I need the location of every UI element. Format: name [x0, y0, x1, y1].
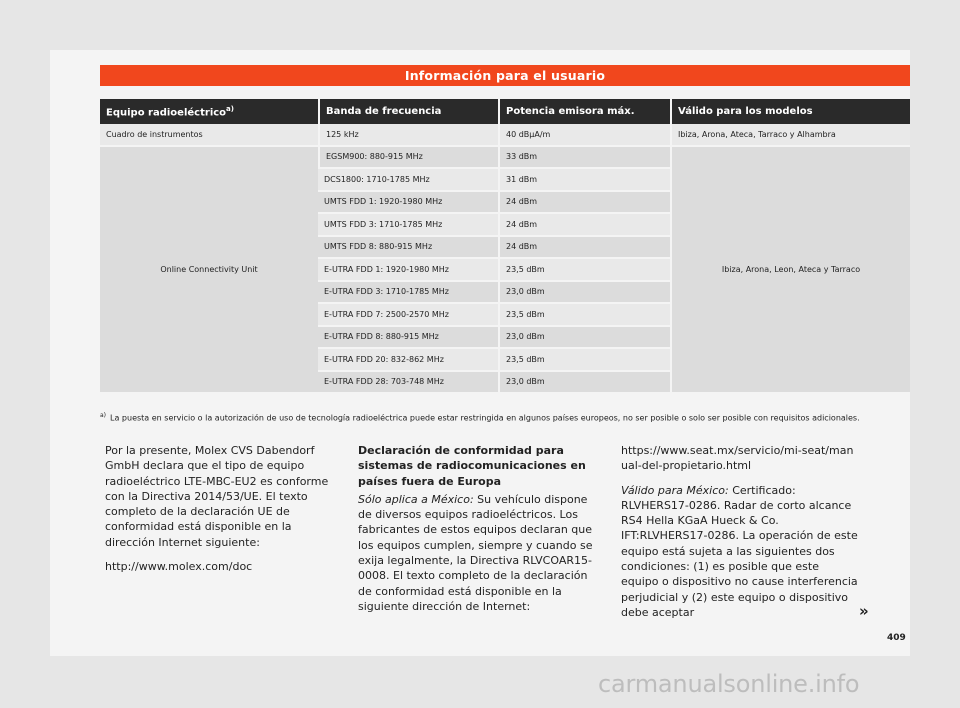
- cell-power: 33 dBm: [498, 147, 670, 170]
- cell-power: 23,5 dBm: [498, 349, 670, 372]
- text-column-3: [621, 443, 859, 629]
- cell-power: 24 dBm: [498, 237, 670, 260]
- section-banner: Información para el usuario: [100, 65, 910, 86]
- lead-text: Válido para México:: [621, 483, 729, 497]
- paragraph: Válido para México: Certificado: RLVHERS17-0286. Radar de corto alcance RS4 Hella KGaA Hueck & Co. IFT:RLVHERS17-0286. La operación de este equipo está sujeta a las siguientes dos condiciones: (1) es posible que este equipo o dispositivo no cause interferencia perjudicial y (2) este equipo o dispositivo debe aceptar: [621, 483, 858, 619]
- molex-url: http://www.molex.com/doc: [105, 560, 253, 574]
- page-number: 409: [887, 633, 906, 643]
- cell-band: E-UTRA FDD 8: 880-915 MHz: [318, 327, 498, 350]
- table-row: [100, 147, 910, 170]
- cell-power: 23,0 dBm: [498, 282, 670, 305]
- cell-power: 23,0 dBm: [498, 372, 670, 395]
- cell-power: 23,0 dBm: [498, 327, 670, 350]
- continue-mark: »: [859, 602, 869, 620]
- cell-power: 40 dBµA/m: [498, 124, 670, 147]
- cell-models-merged: Ibiza, Arona, Leon, Ateca y Tarraco: [670, 147, 910, 395]
- watermark: carmanualsonline.info: [598, 670, 860, 698]
- cell-device: Cuadro de instrumentos: [100, 124, 318, 147]
- text-column-1: [105, 443, 343, 583]
- cell-band: E-UTRA FDD 1: 1920-1980 MHz: [318, 259, 498, 282]
- cell-band: E-UTRA FDD 28: 703-748 MHz: [318, 372, 498, 395]
- cell-band: EGSM900: 880-915 MHz: [318, 147, 498, 170]
- section-heading: Declaración de conformidad para sistemas de radiocomunicaciones en países fuera de Europa: [358, 444, 586, 488]
- table-header-row: [100, 99, 910, 124]
- cell-band: UMTS FDD 1: 1920-1980 MHz: [318, 192, 498, 215]
- cell-band: E-UTRA FDD 7: 2500-2570 MHz: [318, 304, 498, 327]
- header-equipo: Equipo radioeléctrico$^{a)}$: [100, 99, 318, 124]
- cell-band: E-UTRA FDD 20: 832-862 MHz: [318, 349, 498, 372]
- radio-equipment-table: [100, 99, 910, 394]
- cell-power: 23,5 dBm: [498, 304, 670, 327]
- cell-power: 23,5 dBm: [498, 259, 670, 282]
- cell-band: UMTS FDD 3: 1710-1785 MHz: [318, 214, 498, 237]
- header-modelos: Válido para los modelos: [670, 99, 910, 124]
- cell-band: 125 kHz: [318, 124, 498, 147]
- footnote-text: La puesta en servicio o la autorización de uso de tecnología radioeléctrica puede estar restringida en algunos países europeos, no ser posible o solo ser posible con requisitos adicionales.: [110, 413, 860, 423]
- header-banda: Banda de frecuencia: [318, 99, 498, 124]
- cell-device-merged: Online Connectivity Unit: [100, 147, 318, 395]
- table-row: [100, 124, 910, 147]
- cell-power: 24 dBm: [498, 192, 670, 215]
- cell-band: UMTS FDD 8: 880-915 MHz: [318, 237, 498, 260]
- header-potencia: Potencia emisora máx.: [498, 99, 670, 124]
- seat-url: https://www.seat.mx/servicio/mi-seat/manual-del-propietario.html: [621, 444, 854, 473]
- lead-text: Sólo aplica a México:: [358, 492, 474, 506]
- footnote-mark: a): [100, 412, 107, 419]
- cell-band: DCS1800: 1710-1785 MHz: [318, 169, 498, 192]
- cell-models: Ibiza, Arona, Ateca, Tarraco y Alhambra: [670, 124, 910, 147]
- paragraph: Por la presente, Molex CVS Dabendorf GmbH declara que el tipo de equipo radioeléctrico LTE-MBC-EU2 es conforme con la Directiva 2014/53/UE. El texto completo de la declaración UE de conformidad está disponible en la dirección Internet siguiente:: [105, 444, 329, 549]
- cell-power: 24 dBm: [498, 214, 670, 237]
- text-column-2: [358, 443, 596, 623]
- table-footnote: [100, 410, 905, 424]
- page: [50, 50, 910, 656]
- paragraph: Sólo aplica a México: Su vehículo dispone de diversos equipos radioeléctricos. Los fabricantes de estos equipos declaran que los equipos cumplen, siempre y cuando se exija legalmente, la Directiva RLVCOAR15-0008. El texto completo de la declaración de conformidad está disponible en la siguiente dirección de Internet:: [358, 492, 593, 613]
- cell-power: 31 dBm: [498, 169, 670, 192]
- cell-band: E-UTRA FDD 3: 1710-1785 MHz: [318, 282, 498, 305]
